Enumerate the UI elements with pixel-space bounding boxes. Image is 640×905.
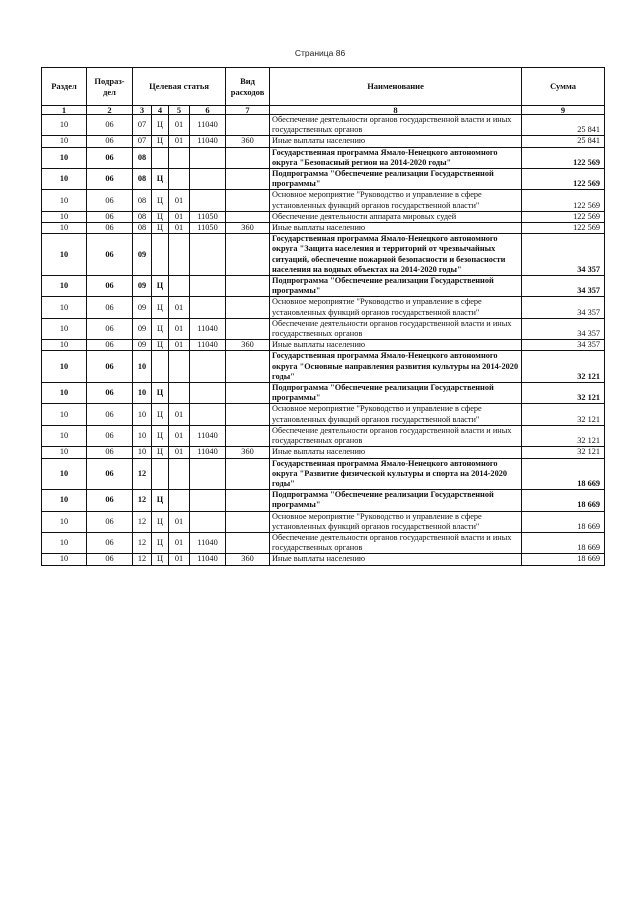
cell-razdel: 10	[42, 276, 87, 297]
cell-article-subprogram	[152, 458, 169, 490]
cell-name: Обеспечение деятельности органов государственной власти и иных государственных органов	[270, 425, 522, 446]
cell-article-direction	[190, 190, 226, 211]
cell-expense-type	[226, 404, 270, 425]
cell-expense-type: 360	[226, 223, 270, 234]
cell-article-subprogram: Ц	[152, 115, 169, 136]
cell-name: Иные выплаты населению	[270, 136, 522, 147]
table-row	[42, 223, 605, 234]
cell-article-program: 09	[133, 234, 152, 276]
cell-article-program: 09	[133, 276, 152, 297]
cell-podrazdel: 06	[87, 115, 133, 136]
cell-sum: 25 841	[522, 115, 605, 136]
cell-razdel: 10	[42, 211, 87, 222]
cell-expense-type	[226, 318, 270, 339]
cell-article-subprogram	[152, 351, 169, 383]
cell-sum: 18 669	[522, 511, 605, 532]
cell-article-program: 08	[133, 169, 152, 190]
table-row	[42, 351, 605, 383]
table-row	[42, 511, 605, 532]
cell-razdel: 10	[42, 297, 87, 318]
cell-razdel: 10	[42, 169, 87, 190]
cell-article-direction: 11050	[190, 223, 226, 234]
cell-expense-type	[226, 234, 270, 276]
cell-name: Обеспечение деятельности органов государственной власти и иных государственных органов	[270, 115, 522, 136]
cell-razdel: 10	[42, 318, 87, 339]
cell-sum: 32 121	[522, 351, 605, 383]
cell-article-program: 09	[133, 340, 152, 351]
column-number: 3	[133, 106, 152, 115]
cell-razdel: 10	[42, 136, 87, 147]
cell-article-event: 01	[169, 223, 190, 234]
table-row	[42, 115, 605, 136]
table-row	[42, 318, 605, 339]
cell-article-event: 01	[169, 190, 190, 211]
cell-podrazdel: 06	[87, 297, 133, 318]
cell-podrazdel: 06	[87, 447, 133, 458]
cell-name: Государственная программа Ямало-Ненецкого автономного округа "Развитие физической культуры и спорта на 2014-2020 годы"	[270, 458, 522, 490]
cell-expense-type: 360	[226, 554, 270, 565]
cell-article-subprogram: Ц	[152, 136, 169, 147]
cell-expense-type	[226, 425, 270, 446]
cell-article-program: 08	[133, 147, 152, 168]
cell-article-event: 01	[169, 554, 190, 565]
cell-article-program: 10	[133, 404, 152, 425]
table-row	[42, 276, 605, 297]
cell-expense-type	[226, 351, 270, 383]
cell-sum: 34 357	[522, 276, 605, 297]
cell-razdel: 10	[42, 340, 87, 351]
cell-article-event: 01	[169, 447, 190, 458]
cell-article-subprogram	[152, 234, 169, 276]
cell-article-event: 01	[169, 318, 190, 339]
cell-expense-type	[226, 383, 270, 404]
cell-article-subprogram: Ц	[152, 340, 169, 351]
cell-sum: 34 357	[522, 340, 605, 351]
cell-sum: 32 121	[522, 447, 605, 458]
cell-article-program: 08	[133, 211, 152, 222]
cell-article-event: 01	[169, 115, 190, 136]
table-row	[42, 383, 605, 404]
cell-article-subprogram: Ц	[152, 211, 169, 222]
cell-article-direction	[190, 351, 226, 383]
cell-article-direction: 11040	[190, 532, 226, 553]
cell-name: Подпрограмма "Обеспечение реализации Государственной программы"	[270, 276, 522, 297]
table-row	[42, 136, 605, 147]
cell-podrazdel: 06	[87, 554, 133, 565]
table-row	[42, 169, 605, 190]
table-row	[42, 211, 605, 222]
cell-expense-type	[226, 532, 270, 553]
cell-podrazdel: 06	[87, 147, 133, 168]
cell-article-subprogram: Ц	[152, 297, 169, 318]
cell-razdel: 10	[42, 511, 87, 532]
cell-sum: 122 569	[522, 147, 605, 168]
cell-sum: 122 569	[522, 190, 605, 211]
cell-expense-type: 360	[226, 447, 270, 458]
cell-sum: 34 357	[522, 297, 605, 318]
cell-expense-type	[226, 190, 270, 211]
cell-sum: 122 569	[522, 169, 605, 190]
cell-article-direction: 11040	[190, 136, 226, 147]
table-row	[42, 447, 605, 458]
table-row	[42, 147, 605, 168]
column-number: 8	[270, 106, 522, 115]
cell-name: Иные выплаты населению	[270, 223, 522, 234]
header-name: Наименование	[270, 68, 522, 106]
cell-article-event: 01	[169, 211, 190, 222]
cell-article-event: 01	[169, 340, 190, 351]
cell-expense-type	[226, 458, 270, 490]
cell-sum: 34 357	[522, 318, 605, 339]
cell-podrazdel: 06	[87, 136, 133, 147]
cell-sum: 18 669	[522, 490, 605, 511]
cell-article-subprogram: Ц	[152, 532, 169, 553]
cell-article-program: 08	[133, 223, 152, 234]
table-row	[42, 532, 605, 553]
cell-article-direction	[190, 404, 226, 425]
cell-article-direction: 11040	[190, 318, 226, 339]
cell-podrazdel: 06	[87, 276, 133, 297]
cell-podrazdel: 06	[87, 425, 133, 446]
cell-article-direction	[190, 511, 226, 532]
cell-article-subprogram: Ц	[152, 404, 169, 425]
cell-article-direction: 11040	[190, 340, 226, 351]
column-number: 5	[169, 106, 190, 115]
cell-article-direction	[190, 276, 226, 297]
cell-article-direction: 11040	[190, 425, 226, 446]
header-target-article: Целевая статья	[133, 68, 226, 106]
cell-article-subprogram	[152, 147, 169, 168]
cell-article-event: 01	[169, 136, 190, 147]
cell-article-program: 07	[133, 115, 152, 136]
table-row	[42, 490, 605, 511]
cell-razdel: 10	[42, 115, 87, 136]
cell-podrazdel: 06	[87, 169, 133, 190]
header-sum: Сумма	[522, 68, 605, 106]
table-row	[42, 340, 605, 351]
column-number: 2	[87, 106, 133, 115]
budget-table	[41, 67, 605, 566]
column-number: 9	[522, 106, 605, 115]
cell-sum: 18 669	[522, 554, 605, 565]
cell-expense-type	[226, 115, 270, 136]
table-body	[42, 115, 605, 566]
cell-podrazdel: 06	[87, 351, 133, 383]
cell-podrazdel: 06	[87, 340, 133, 351]
cell-article-subprogram: Ц	[152, 318, 169, 339]
table-row	[42, 234, 605, 276]
table-row	[42, 404, 605, 425]
page-number: Страница 86	[294, 48, 346, 58]
cell-article-direction: 11040	[190, 554, 226, 565]
cell-razdel: 10	[42, 532, 87, 553]
cell-razdel: 10	[42, 234, 87, 276]
cell-article-program: 10	[133, 383, 152, 404]
cell-podrazdel: 06	[87, 458, 133, 490]
cell-article-program: 09	[133, 318, 152, 339]
cell-article-event: 01	[169, 532, 190, 553]
cell-article-program: 12	[133, 554, 152, 565]
cell-name: Государственная программа Ямало-Ненецкого автономного округа "Безопасный регион на 2014-2020 годы"	[270, 147, 522, 168]
cell-name: Иные выплаты населению	[270, 447, 522, 458]
cell-article-direction: 11040	[190, 115, 226, 136]
cell-name: Обеспечение деятельности аппарата мировых судей	[270, 211, 522, 222]
cell-expense-type	[226, 297, 270, 318]
column-number: 4	[152, 106, 169, 115]
cell-razdel: 10	[42, 404, 87, 425]
cell-sum: 122 569	[522, 211, 605, 222]
cell-article-event	[169, 169, 190, 190]
cell-article-program: 10	[133, 351, 152, 383]
cell-article-direction: 11040	[190, 447, 226, 458]
cell-article-event	[169, 458, 190, 490]
cell-expense-type: 360	[226, 136, 270, 147]
cell-article-subprogram: Ц	[152, 169, 169, 190]
column-number: 6	[190, 106, 226, 115]
cell-article-program: 10	[133, 447, 152, 458]
cell-name: Иные выплаты населению	[270, 554, 522, 565]
cell-razdel: 10	[42, 447, 87, 458]
cell-article-event: 01	[169, 297, 190, 318]
cell-article-event	[169, 490, 190, 511]
header-razdel: Раздел	[42, 68, 87, 106]
cell-article-program: 12	[133, 458, 152, 490]
cell-razdel: 10	[42, 554, 87, 565]
cell-expense-type	[226, 211, 270, 222]
cell-article-direction	[190, 458, 226, 490]
cell-article-program: 12	[133, 532, 152, 553]
cell-name: Основное мероприятие "Руководство и управление в сфере установленных функций органов государственной власти"	[270, 190, 522, 211]
cell-podrazdel: 06	[87, 211, 133, 222]
cell-sum: 32 121	[522, 383, 605, 404]
table-row	[42, 190, 605, 211]
cell-name: Основное мероприятие "Руководство и управление в сфере установленных функций органов государственной власти"	[270, 511, 522, 532]
cell-article-direction: 11050	[190, 211, 226, 222]
cell-podrazdel: 06	[87, 532, 133, 553]
cell-article-direction	[190, 297, 226, 318]
cell-razdel: 10	[42, 383, 87, 404]
cell-sum: 32 121	[522, 425, 605, 446]
cell-name: Иные выплаты населению	[270, 340, 522, 351]
cell-article-direction	[190, 169, 226, 190]
cell-article-subprogram: Ц	[152, 511, 169, 532]
cell-name: Основное мероприятие "Руководство и управление в сфере установленных функций органов государственной власти"	[270, 297, 522, 318]
cell-article-program: 12	[133, 511, 152, 532]
cell-expense-type	[226, 490, 270, 511]
table-row	[42, 297, 605, 318]
cell-name: Подпрограмма "Обеспечение реализации Государственной программы"	[270, 383, 522, 404]
cell-name: Обеспечение деятельности органов государственной власти и иных государственных органов	[270, 318, 522, 339]
cell-name: Обеспечение деятельности органов государственной власти и иных государственных органов	[270, 532, 522, 553]
cell-expense-type	[226, 169, 270, 190]
cell-article-direction	[190, 383, 226, 404]
cell-article-direction	[190, 490, 226, 511]
cell-article-event: 01	[169, 511, 190, 532]
cell-sum: 34 357	[522, 234, 605, 276]
cell-article-direction	[190, 234, 226, 276]
cell-article-subprogram: Ц	[152, 554, 169, 565]
cell-sum: 25 841	[522, 136, 605, 147]
cell-sum: 32 121	[522, 404, 605, 425]
column-number-row	[42, 106, 605, 115]
cell-article-event	[169, 276, 190, 297]
column-number: 7	[226, 106, 270, 115]
cell-razdel: 10	[42, 490, 87, 511]
cell-podrazdel: 06	[87, 190, 133, 211]
cell-name: Подпрограмма "Обеспечение реализации Государственной программы"	[270, 490, 522, 511]
cell-expense-type: 360	[226, 340, 270, 351]
cell-article-subprogram: Ц	[152, 383, 169, 404]
cell-name: Государственная программа Ямало-Ненецкого автономного округа "Защита населения и территорий от чрезвычайных ситуаций, обеспечение пожарной безопасности и безопасности населения на водных объектах на 2014-2020 годы"	[270, 234, 522, 276]
header-podrazdel: Подраз-дел	[87, 68, 133, 106]
cell-razdel: 10	[42, 223, 87, 234]
cell-article-direction	[190, 147, 226, 168]
cell-expense-type	[226, 511, 270, 532]
cell-article-subprogram: Ц	[152, 190, 169, 211]
cell-article-program: 07	[133, 136, 152, 147]
cell-podrazdel: 06	[87, 511, 133, 532]
cell-podrazdel: 06	[87, 234, 133, 276]
cell-article-program: 09	[133, 297, 152, 318]
header-expense-type: Вид расходов	[226, 68, 270, 106]
cell-podrazdel: 06	[87, 223, 133, 234]
header-row	[42, 68, 605, 106]
cell-name: Основное мероприятие "Руководство и управление в сфере установленных функций органов государственной власти"	[270, 404, 522, 425]
cell-article-subprogram: Ц	[152, 276, 169, 297]
cell-razdel: 10	[42, 458, 87, 490]
table-row	[42, 458, 605, 490]
cell-sum: 122 569	[522, 223, 605, 234]
cell-razdel: 10	[42, 190, 87, 211]
cell-podrazdel: 06	[87, 490, 133, 511]
cell-article-program: 08	[133, 190, 152, 211]
cell-expense-type	[226, 147, 270, 168]
cell-podrazdel: 06	[87, 383, 133, 404]
cell-name: Подпрограмма "Обеспечение реализации Государственной программы"	[270, 169, 522, 190]
cell-article-subprogram: Ц	[152, 447, 169, 458]
table-row	[42, 425, 605, 446]
cell-razdel: 10	[42, 351, 87, 383]
cell-article-event	[169, 351, 190, 383]
cell-podrazdel: 06	[87, 318, 133, 339]
cell-article-event: 01	[169, 404, 190, 425]
cell-article-subprogram: Ц	[152, 425, 169, 446]
cell-article-program: 10	[133, 425, 152, 446]
cell-sum: 18 669	[522, 532, 605, 553]
cell-article-subprogram: Ц	[152, 490, 169, 511]
cell-article-event	[169, 147, 190, 168]
cell-article-event: 01	[169, 425, 190, 446]
column-number: 1	[42, 106, 87, 115]
table-row	[42, 554, 605, 565]
cell-article-event	[169, 234, 190, 276]
cell-name: Государственная программа Ямало-Ненецкого автономного округа "Основные направления развития культуры на 2014-2020 годы"	[270, 351, 522, 383]
cell-expense-type	[226, 276, 270, 297]
cell-article-program: 12	[133, 490, 152, 511]
cell-podrazdel: 06	[87, 404, 133, 425]
cell-article-subprogram: Ц	[152, 223, 169, 234]
cell-sum: 18 669	[522, 458, 605, 490]
cell-razdel: 10	[42, 425, 87, 446]
cell-razdel: 10	[42, 147, 87, 168]
cell-article-event	[169, 383, 190, 404]
